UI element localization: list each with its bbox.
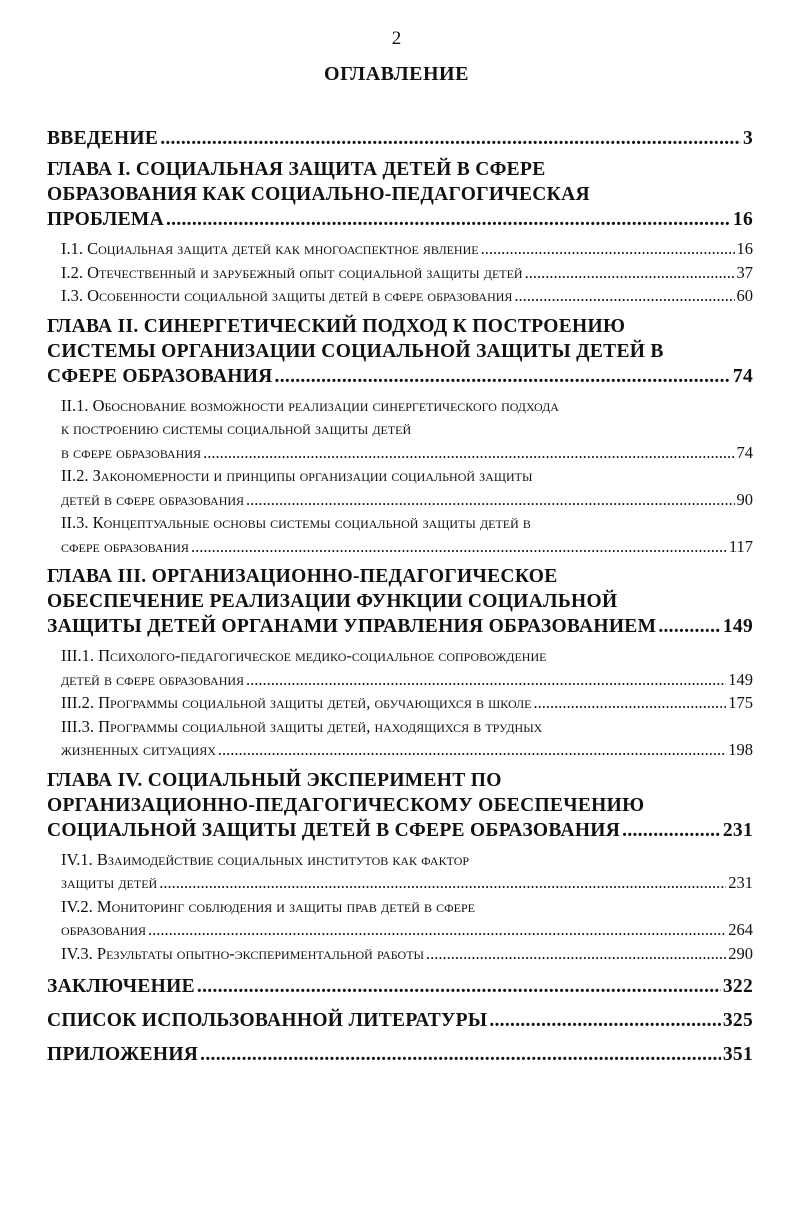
chapter-title-line: ОБЕСПЕЧЕНИЕ РЕАЛИЗАЦИИ ФУНКЦИИ СОЦИАЛЬНОЙ [47, 591, 618, 612]
toc-section-1-1[interactable] [61, 237, 753, 261]
chapter-title-line: СФЕРЕ ОБРАЗОВАНИЯ [47, 365, 273, 387]
chapter-title-line: СОЦИАЛЬНОЙ ЗАЩИТЫ ДЕТЕЙ В СФЕРЕ ОБРАЗОВАНИЯ [47, 819, 621, 841]
section-title: I.1. Социальная защита детей как многоаспектное явление [61, 239, 479, 258]
toc-chapter-1[interactable] [47, 157, 753, 232]
chapter-title-line: ОБРАЗОВАНИЯ КАК СОЦИАЛЬНО-ПЕДАГОГИЧЕСКАЯ [47, 184, 590, 205]
toc-entry-appendices[interactable] [47, 1042, 753, 1067]
chapter-title-line: ГЛАВА IV. СОЦИАЛЬНЫЙ ЭКСПЕРИМЕНТ ПО [47, 769, 502, 791]
dot-leader [533, 691, 726, 715]
toc-entry-label: ЗАКЛЮЧЕНИЕ [47, 976, 195, 997]
section-title-line: II.3. Концептуальные основы системы социальной защиты детей в [61, 513, 531, 532]
dot-leader [160, 126, 741, 151]
toc-entry-conclusion[interactable] [47, 974, 753, 999]
section-title: I.3. Особенности социальной защиты детей в сфере образования [61, 286, 513, 305]
dot-leader [514, 284, 734, 308]
section-title: I.2. Отечественный и зарубежный опыт социальной защиты детей [61, 262, 523, 282]
chapter-title-line: ЗАЩИТЫ ДЕТЕЙ ОРГАНАМИ УПРАВЛЕНИЯ ОБРАЗОВАНИЕМ [47, 616, 657, 637]
toc-page-number: 175 [728, 693, 753, 712]
page-number: 2 [391, 28, 402, 49]
toc-entry-label: ВВЕДЕНИЕ [47, 128, 159, 149]
section-title-line: II.1. Обоснование возможности реализации синергетического подхода [61, 395, 559, 415]
toc-entry-intro[interactable] [47, 126, 753, 151]
toc-page-number: 231 [728, 873, 753, 892]
section-title-line: детей в сфере образования [61, 669, 245, 689]
toc-section-4-2[interactable] [61, 895, 753, 942]
section-title-line: к построению системы социальной защиты детей [61, 419, 412, 438]
dot-leader [489, 1008, 721, 1033]
dot-leader [218, 738, 726, 762]
dot-leader [200, 1042, 721, 1067]
toc-page-number: 322 [722, 976, 753, 997]
table-of-contents [47, 126, 753, 1067]
toc-section-1-2[interactable] [61, 261, 753, 285]
toc-entry-references[interactable] [47, 1008, 753, 1033]
toc-chapter-2[interactable] [47, 314, 753, 389]
toc-page-number: 149 [728, 669, 753, 689]
dot-leader [203, 441, 734, 465]
dot-leader [658, 614, 721, 639]
chapter-title-line: ГЛАВА II. СИНЕРГЕТИЧЕСКИЙ ПОДХОД К ПОСТРОЕНИЮ [47, 315, 626, 337]
dot-leader [246, 488, 734, 512]
dot-leader [159, 871, 726, 895]
toc-page-number: 37 [736, 262, 753, 282]
section-title-line: защиты детей [61, 873, 158, 892]
section-title-line: III.3. Программы социальной защиты детей, находящихся в трудных [61, 716, 543, 736]
toc-page-number: 198 [728, 740, 753, 759]
toc-section-2-2[interactable] [61, 464, 753, 511]
toc-page-number: 231 [722, 819, 753, 841]
chapter-title-line: ГЛАВА III. ОРГАНИЗАЦИОННО-ПЕДАГОГИЧЕСКОЕ [47, 566, 558, 587]
toc-section-4-3[interactable] [61, 942, 753, 966]
toc-page-number: 290 [728, 943, 753, 963]
toc-page-number: 90 [736, 489, 753, 509]
toc-section-2-3[interactable] [61, 511, 753, 558]
dot-leader [166, 207, 731, 232]
section-title-line: II.2. Закономерности и принципы организации социальной защиты [61, 466, 533, 485]
chapter-title-line: ПРОБЛЕМА [47, 209, 164, 230]
toc-entry-label: СПИСОК ИСПОЛЬЗОВАННОЙ ЛИТЕРАТУРЫ [47, 1010, 488, 1031]
dot-leader [148, 918, 726, 942]
dot-leader [481, 237, 735, 261]
dot-leader [426, 942, 726, 966]
toc-page-number: 117 [728, 536, 753, 556]
dot-leader [197, 974, 721, 999]
section-title-line: сфере образования [61, 536, 189, 556]
toc-page-number: 264 [728, 920, 753, 939]
section-title: III.2. Программы социальной защиты детей, обучающихся в школе [61, 693, 532, 712]
section-title: IV.3. Результаты опытно-экспериментальной работы [61, 943, 425, 963]
toc-page-number: 149 [722, 616, 753, 637]
toc-section-2-1[interactable] [61, 394, 753, 465]
section-title-line: IV.1. Взаимодействие социальных институтов как фактор [61, 849, 470, 869]
toc-section-3-2[interactable] [61, 691, 753, 715]
chapter-title-line: ГЛАВА I. СОЦИАЛЬНАЯ ЗАЩИТА ДЕТЕЙ В СФЕРЕ [47, 159, 546, 180]
toc-page-number: 60 [736, 286, 753, 305]
section-title-line: образования [61, 920, 146, 939]
toc-page-number: 351 [722, 1044, 753, 1065]
dot-leader [246, 668, 726, 692]
chapter-title-line: СИСТЕМЫ ОРГАНИЗАЦИИ СОЦИАЛЬНОЙ ЗАЩИТЫ ДЕТЕЙ В [47, 340, 664, 362]
toc-section-3-3[interactable] [61, 715, 753, 762]
toc-section-1-3[interactable] [61, 284, 753, 308]
dot-leader [622, 818, 721, 843]
section-title-line: IV.2. Мониторинг соблюдения и защиты прав детей в сфере [61, 896, 475, 916]
toc-page-number: 16 [732, 209, 753, 230]
dot-leader [275, 364, 731, 389]
toc-chapter-4[interactable] [47, 768, 753, 843]
toc-page-number: 3 [742, 128, 753, 149]
dot-leader [191, 535, 727, 559]
toc-page-number: 74 [736, 442, 753, 462]
toc-page-number: 16 [736, 239, 753, 258]
toc-page-number: 74 [732, 365, 753, 387]
section-title-line: детей в сфере образования [61, 489, 245, 509]
page-title: ОГЛАВЛЕНИЕ [324, 63, 469, 85]
toc-section-4-1[interactable] [61, 848, 753, 895]
toc-chapter-3[interactable] [47, 564, 753, 639]
section-title-line: в сфере образования [61, 442, 202, 462]
chapter-title-line: ОРГАНИЗАЦИОННО-ПЕДАГОГИЧЕСКОМУ ОБЕСПЕЧЕНИЮ [47, 794, 645, 816]
section-title-line: жизненных ситуациях [61, 740, 216, 759]
section-title-line: III.1. Психолого-педагогическое медико-социальное сопровождение [61, 646, 547, 665]
dot-leader [525, 261, 735, 285]
toc-entry-label: ПРИЛОЖЕНИЯ [47, 1044, 199, 1065]
toc-section-3-1[interactable] [61, 644, 753, 691]
toc-page-number: 325 [722, 1010, 753, 1031]
